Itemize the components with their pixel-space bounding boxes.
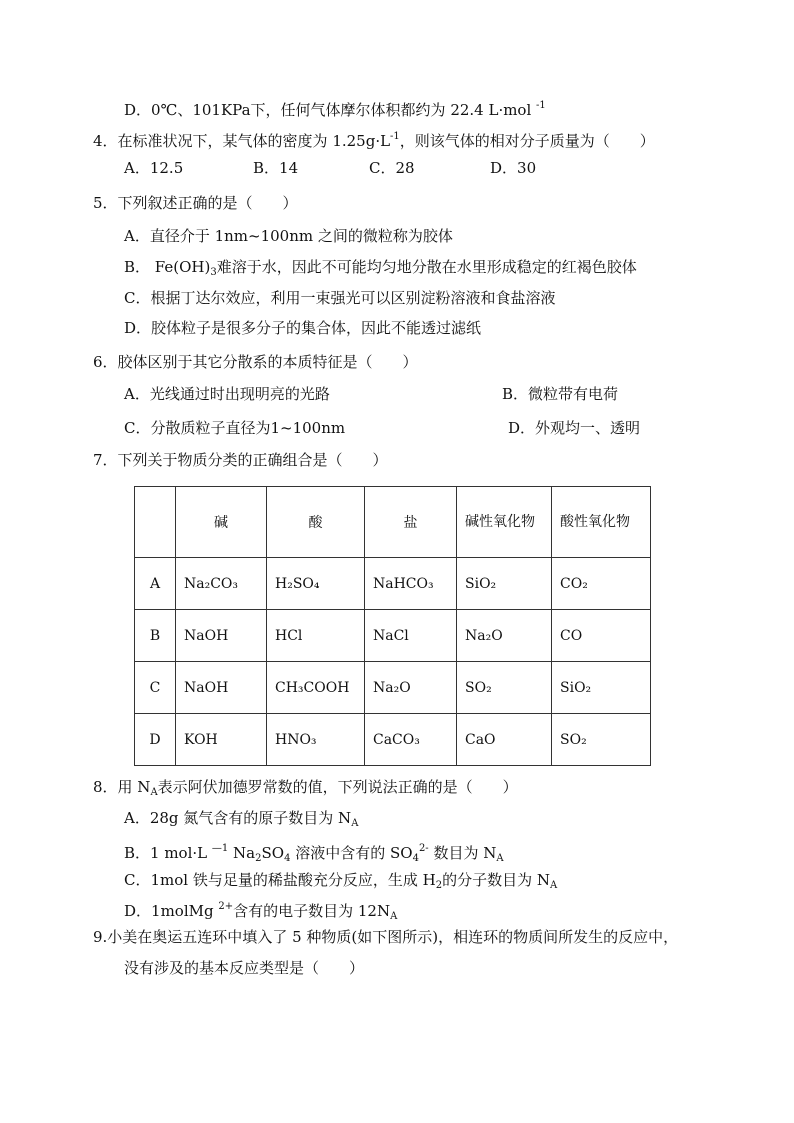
question-6: 6．胶体区别于其它分散系的本质特征是（ ） — [93, 353, 418, 371]
table-header-cell: 盐 — [365, 487, 457, 558]
q6-option-a: A．光线通过时出现明亮的光路 — [124, 385, 330, 403]
table-row — [135, 558, 651, 610]
q6-option-d: D．外观均一、透明 — [508, 419, 641, 437]
q8-option-b: B．1 mol·L $^{—1}$ $Na_2SO_4$ 溶液中含有的 $SO_4^{2-}$ 数目为 $N_A$ — [124, 843, 504, 864]
table-cell: NaCl — [365, 610, 457, 662]
table-row — [135, 610, 651, 662]
classification-table — [134, 486, 651, 766]
question-7: 7．下列关于物质分类的正确组合是（ ） — [93, 451, 388, 469]
q5-option-b: B． $Fe(OH)_3$难溶于水，因此不可能均匀地分散在水里形成稳定的红褐色胶体 — [124, 258, 637, 278]
q5-option-a: A．直径介于 1nm~100nm 之间的微粒称为胶体 — [124, 227, 453, 245]
q6-option-b: B．微粒带有电荷 — [502, 385, 619, 403]
table-cell: Na₂O — [457, 610, 552, 662]
row-label: A — [135, 558, 176, 610]
table-cell: SO₂ — [457, 662, 552, 714]
table-cell: CH₃COOH — [267, 662, 365, 714]
table-cell: NaOH — [176, 610, 267, 662]
q4-option-a: A．12.5 — [124, 159, 184, 177]
q4-option-c: C．28 — [369, 159, 415, 177]
table-header-cell: 碱性氧化物 — [457, 487, 552, 558]
table-header-row — [135, 487, 651, 558]
question-4: 4．在标准状况下，某气体的密度为 $1.25g\cdot L^{-1}$，则该气体的相对分子质量为（ ） — [93, 131, 655, 150]
table-cell: KOH — [176, 714, 267, 766]
table-header-cell: 酸 — [267, 487, 365, 558]
table-header-cell: 碱 — [176, 487, 267, 558]
q3-option-d: D．0℃、101KPa下，任何气体摩尔体积都约为 22.4 L·mol $^{-1}$ — [124, 100, 546, 119]
table-cell: NaOH — [176, 662, 267, 714]
table-cell: SiO₂ — [552, 662, 651, 714]
q5-option-d: D．胶体粒子是很多分子的集合体，因此不能透过滤纸 — [124, 319, 482, 337]
row-label: B — [135, 610, 176, 662]
question-9: 9.小美在奥运五连环中填入了 5 种物质(如下图所示)，相连环的物质间所发生的反应中， — [93, 928, 679, 946]
row-label: D — [135, 714, 176, 766]
q8-option-d: D．1molMg $^{2+}$含有的电子数目为 $12N_A$ — [124, 901, 398, 922]
table-cell: Na₂CO₃ — [176, 558, 267, 610]
table-cell: NaHCO₃ — [365, 558, 457, 610]
table-cell: CO₂ — [552, 558, 651, 610]
table-cell: H₂SO₄ — [267, 558, 365, 610]
table-cell: Na₂O — [365, 662, 457, 714]
table-cell: SiO₂ — [457, 558, 552, 610]
table-cell: HCl — [267, 610, 365, 662]
row-label: C — [135, 662, 176, 714]
table-row — [135, 714, 651, 766]
table-header-cell — [135, 487, 176, 558]
q6-option-c: C．分散质粒子直径为1~100nm — [124, 419, 346, 437]
table-row — [135, 662, 651, 714]
table-cell: CaCO₃ — [365, 714, 457, 766]
question-8: 8．用 $N_A$表示阿伏加德罗常数的值，下列说法正确的是（ ） — [93, 778, 518, 798]
q8-option-c: C．1mol 铁与足量的稀盐酸充分反应，生成 $H_2$的分子数目为 $N_A$ — [124, 871, 558, 891]
question-5: 5．下列叙述正确的是（ ） — [93, 194, 298, 212]
table-cell: CaO — [457, 714, 552, 766]
table-header-cell: 酸性氧化物 — [552, 487, 651, 558]
table-cell: HNO₃ — [267, 714, 365, 766]
q5-option-c: C．根据丁达尔效应，利用一束强光可以区别淀粉溶液和食盐溶液 — [124, 289, 556, 307]
q8-option-a: A．28g 氮气含有的原子数目为 $N_A$ — [124, 809, 359, 829]
q4-option-d: D．30 — [490, 159, 537, 177]
question-9-continued: 没有涉及的基本反应类型是（ ） — [124, 959, 365, 977]
table-cell: CO — [552, 610, 651, 662]
q4-option-b: B．14 — [253, 159, 299, 177]
table-cell: SO₂ — [552, 714, 651, 766]
